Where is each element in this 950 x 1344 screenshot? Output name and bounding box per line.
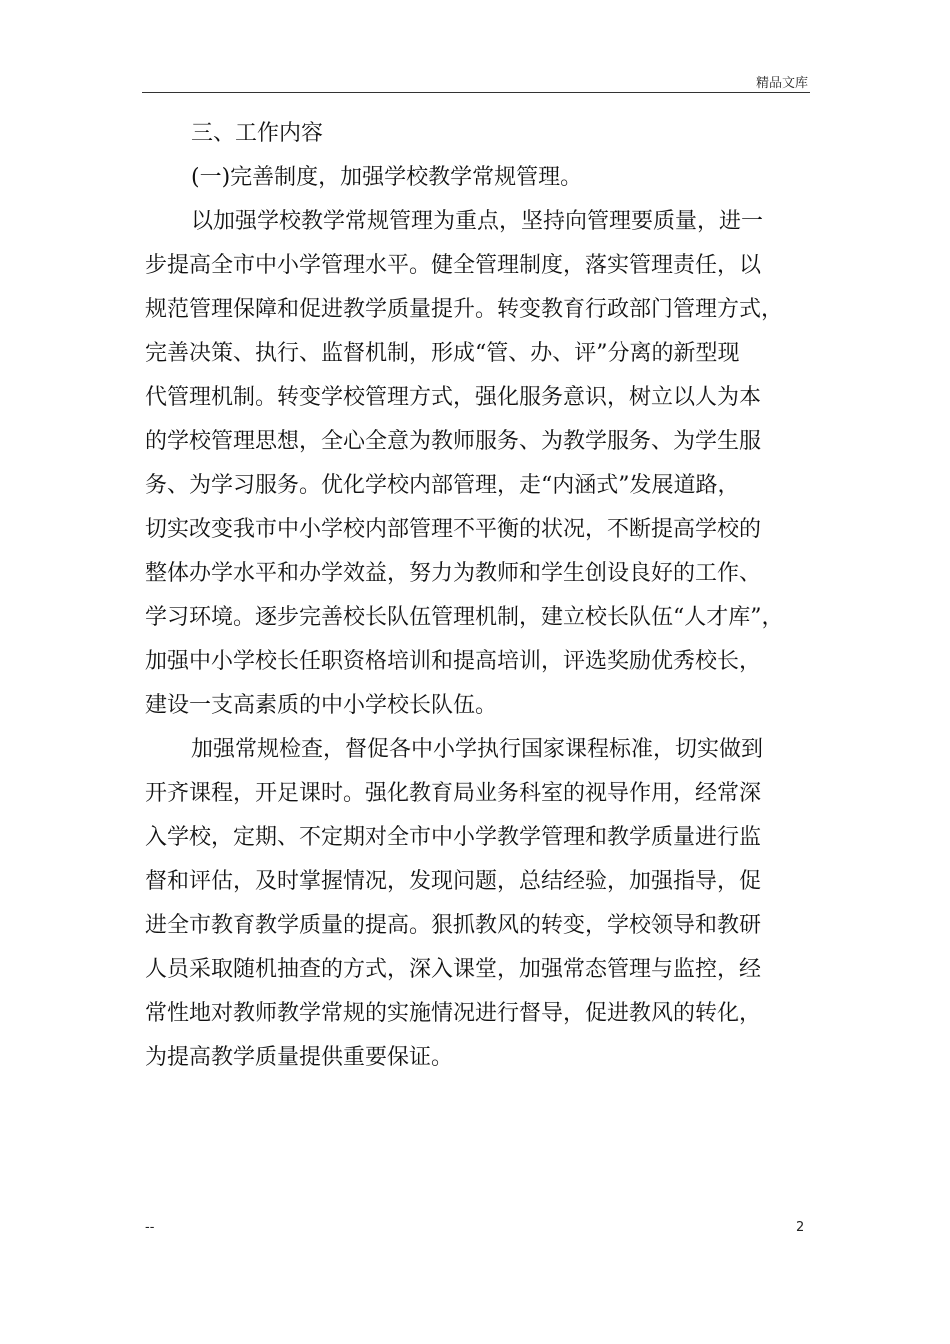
text-line: 建设一支高素质的中小学校长队伍。 [145,693,498,718]
text-line: 务、为学习服务。优化学校内部管理，走“内涵式”发展道路， [145,473,740,498]
text-line: 加强中小学校长任职资格培训和提高培训，评选奖励优秀校长， [145,649,762,674]
text-line: 督和评估，及时掌握情况，发现问题，总结经验，加强指导，促 [145,869,762,894]
text-line: 步提高全市中小学管理水平。健全管理制度，落实管理责任，以 [145,253,762,278]
text-line: 加强常规检查，督促各中小学执行国家课程标准，切实做到 [191,737,764,762]
text-line: 常性地对教师教学常规的实施情况进行督导，促进教风的转化， [145,1001,762,1026]
text-line: 开齐课程，开足课时。强化教育局业务科室的视导作用，经常深 [145,781,762,806]
text-line: 整体办学水平和办学效益，努力为教师和学生创设良好的工作、 [145,561,762,586]
text-line: (一)完善制度，加强学校教学常规管理。 [191,165,583,190]
text-line: 规范管理保障和促进教学质量提升。转变教育行政部门管理方式， [145,297,784,322]
text-line: 代管理机制。转变学校管理方式，强化服务意识，树立以人为本 [145,385,762,410]
text-line: 学习环境。逐步完善校长队伍管理机制，建立校长队伍“人才库”， [145,605,784,630]
text-line: 进全市教育教学质量的提高。狠抓教风的转变，学校领导和教研 [145,913,762,938]
document-body [145,112,813,1080]
page-number: 2 [796,1220,805,1235]
text-line: 的学校管理思想，全心全意为教师服务、为教学服务、为学生服 [145,429,762,454]
text-line: 完善决策、执行、监督机制，形成“管、办、评”分离的新型现 [145,341,740,366]
header-divider [142,92,810,93]
text-line: 切实改变我市中小学校内部管理不平衡的状况，不断提高学校的 [145,517,762,542]
text-line: 人员采取随机抽查的方式，深入课堂，加强常态管理与监控，经 [145,957,762,982]
text-line: 为提高教学质量提供重要保证。 [145,1045,454,1070]
text-line: 以加强学校教学常规管理为重点，坚持向管理要质量，进一 [191,209,764,234]
text-line: 三、工作内容 [191,121,324,146]
header-label: 精品文库 [755,76,808,91]
footer-left-mark: -- [145,1220,155,1235]
text-line: 入学校，定期、不定期对全市中小学教学管理和教学质量进行监 [145,825,762,850]
